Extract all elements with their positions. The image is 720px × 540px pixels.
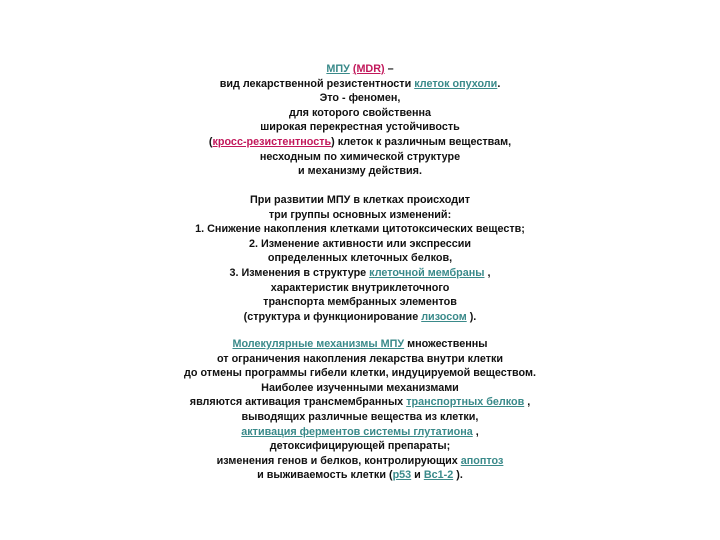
text-line: выводящих различные вещества из клетки, [241,410,479,423]
text-line: Это - феномен, [319,92,401,105]
text-line [0,310,720,325]
text-span: множественны [404,338,488,350]
link-apoptosis[interactable]: апоптоз [460,454,504,467]
text-line: Наиболее изученными механизмами [261,381,459,394]
text-line: При развитии МПУ в клетках происходит [249,194,471,206]
paragraph-changes [0,193,720,324]
link-bcl2[interactable]: Bc1-2 [423,469,454,482]
link-cell-membrane[interactable]: клеточной мембраны [369,266,485,279]
text-line [0,337,720,352]
text-span: . [497,77,501,90]
text-line: определенных клеточных белков, [267,252,453,265]
text-line [0,454,720,469]
text-span: 3. Изменения в структуре [229,266,370,279]
link-mdr[interactable]: (MDR) [352,63,385,75]
text-line: несходным по химической структуре [259,150,461,163]
text-line: от ограничения накопления лекарства внутри клетки [216,352,504,365]
text-span: и [411,469,424,482]
text-span: изменения генов и белков, контролирующих [216,454,461,467]
text-line [0,425,720,440]
text-line [0,135,720,150]
link-lysosomes[interactable]: лизосом [421,310,467,323]
text-span: являются активация трансмембранных [189,396,407,409]
text-span: ( [208,135,213,148]
link-transport-proteins[interactable]: транспортных белков [406,396,525,409]
link-tumor-cells[interactable]: клеток опухоли [414,77,498,90]
text-line: детоксифицирующей препараты; [269,440,451,453]
text-line [0,395,720,410]
text-line: до отмены программы гибели клетки, индуцируемой веществом. [184,367,536,380]
text-line [0,468,720,483]
text-span: – [384,63,394,75]
text-span: , [524,396,531,409]
text-line: транспорта мембранных элементов [263,296,457,309]
paragraph-mechanisms [0,337,720,483]
text-line: для которого свойственна [288,106,432,119]
text-line: характеристик внутриклеточного [270,281,450,294]
text-span: и выживаемость клетки ( [257,469,393,482]
text-line: широкая перекрестная устойчивость [260,121,460,134]
text-span: ). [466,310,477,323]
link-glutathione-enzymes[interactable]: активация ферментов системы глутатиона [241,425,473,438]
text-span: , [484,266,491,279]
text-span: ). [453,469,463,482]
text-line [0,77,720,92]
text-span: вид лекарственной резистентности [219,77,415,90]
text-line [0,62,720,77]
paragraph-definition [0,62,720,179]
text-line: и механизму действия. [298,165,422,178]
link-mdr-abbr[interactable]: МПУ [326,63,350,75]
text-line: три группы основных изменений: [268,208,452,221]
text-line: 1. Снижение накопления клетками цитотоксических веществ; [195,223,525,236]
link-molecular-mechanisms[interactable]: Молекулярные механизмы МПУ [232,338,405,350]
text-line: 2. Изменение активности или экспрессии [248,237,472,250]
link-p53[interactable]: р53 [392,469,412,482]
text-line [0,266,720,281]
text-span: ) клеток к различным веществам, [331,135,512,148]
link-cross-resistance[interactable]: кросс-резистентность [212,135,332,148]
text-span: , [472,425,479,438]
text-span: (структура и функционирование [243,310,422,323]
